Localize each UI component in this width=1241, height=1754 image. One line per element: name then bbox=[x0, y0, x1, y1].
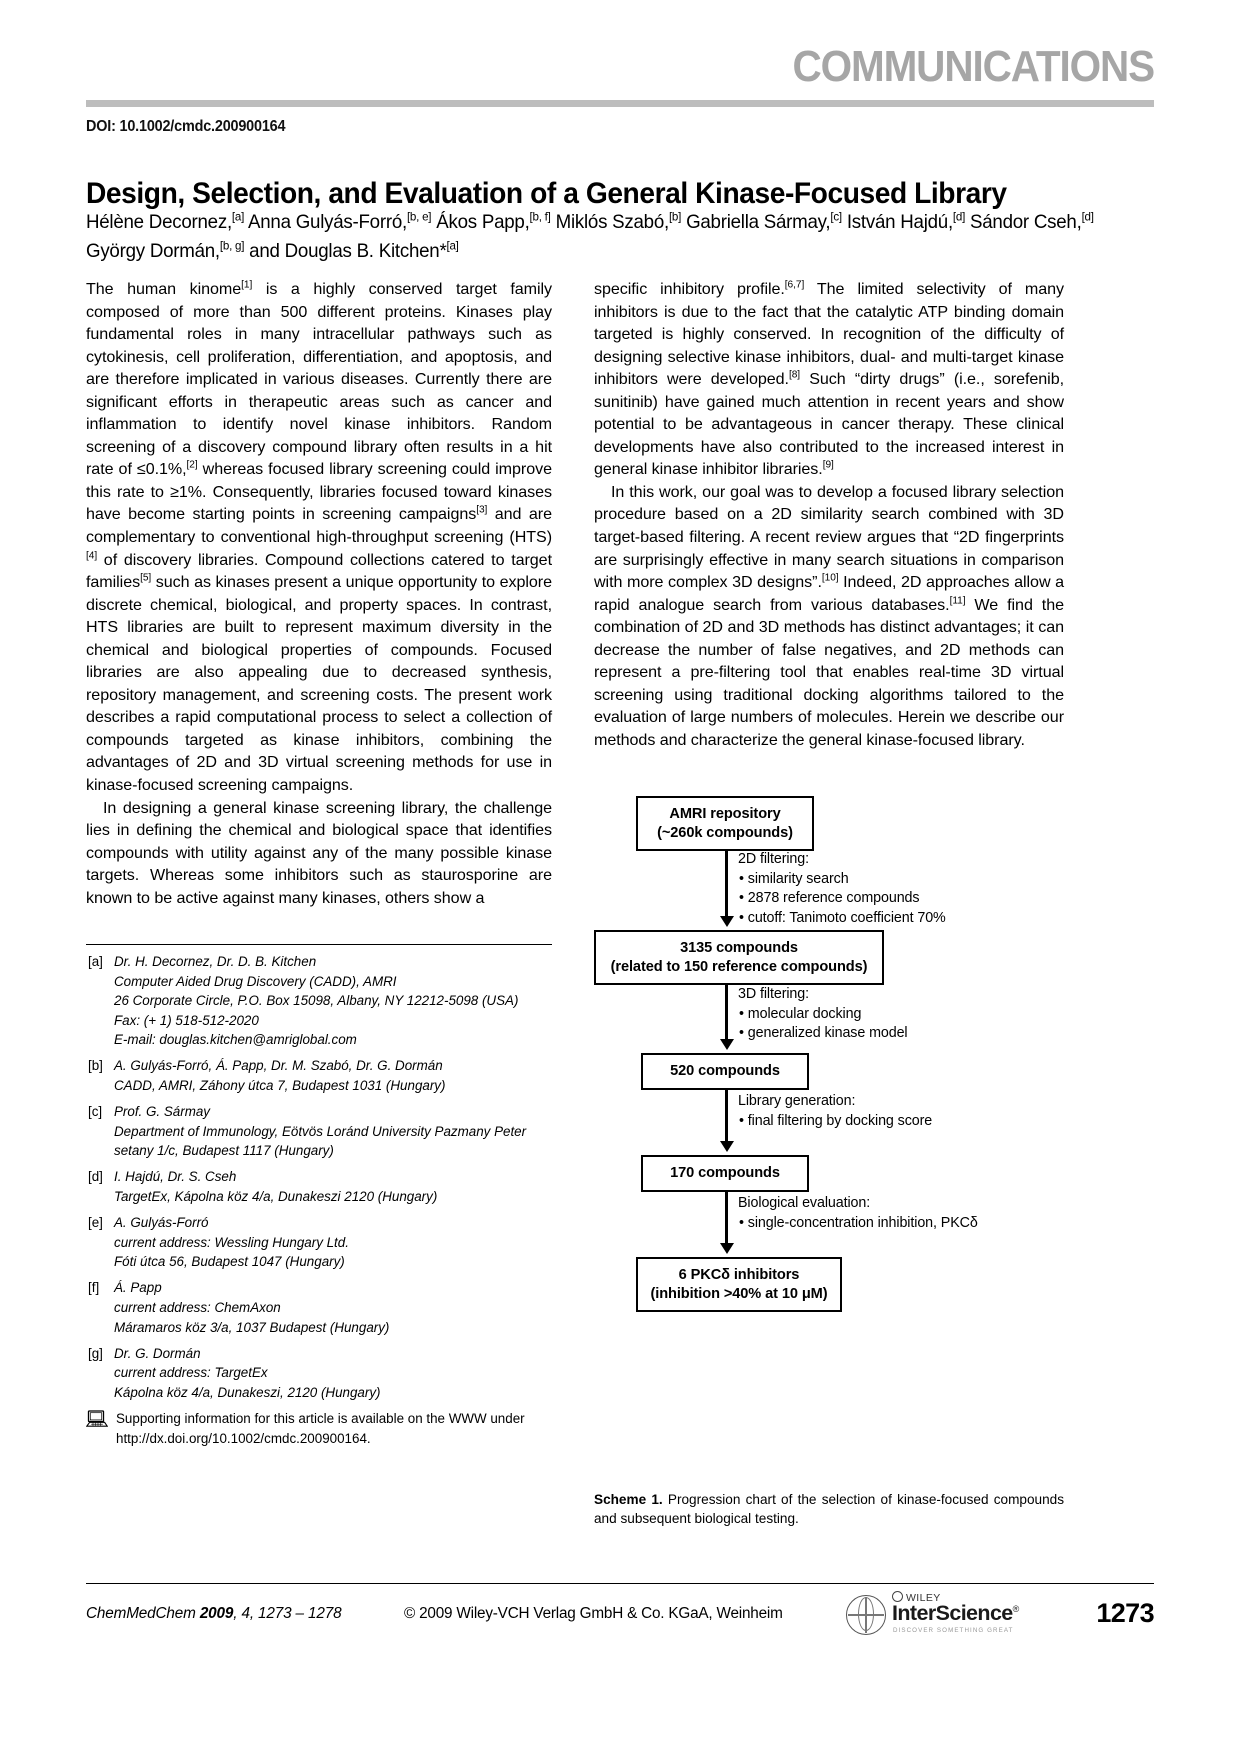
footnote-body bbox=[114, 1167, 556, 1206]
interscience-wordmark: InterScience® bbox=[892, 1601, 1019, 1625]
footnote-line: I. Hajdú, Dr. S. Cseh bbox=[114, 1169, 237, 1185]
interscience-logo[interactable] bbox=[846, 1589, 1036, 1641]
masthead-divider bbox=[86, 100, 1154, 107]
footer-journal-name: ChemMedChem bbox=[86, 1605, 196, 1622]
arrow-bullet: • cutoff: Tanimoto coefficient 70% bbox=[739, 909, 946, 926]
footnote-line: setany 1/c, Budapest 1117 (Hungary) bbox=[114, 1143, 334, 1159]
footnote-body bbox=[114, 1213, 556, 1272]
paragraph: The human kinome[1] is a highly conserved target family composed of more than 500 different proteins. Kinases play fundamental roles in many intracellular pathways such as cytokinesis, cell proliferation, differentiation, and apoptosis, and are therefore implicated in various diseases. Currently there are significant efforts in therapeutic areas such as cancer and inflammation to identify novel kinase inhibitors. Random screening of a discovery compound library often results in a hit rate of ≤0.1%,[2] whereas focused library screening could improve this rate to ≥1%. Consequently, libraries focused toward kinases have become starting points in screening campaigns[3] and are complementary to conventional high-throughput screening (HTS)[4] of discovery libraries. Compound collections catered to target families[5] such as kinases present a unique opportunity to explore discrete chemical, biological, and property spaces. In contrast, HTS libraries are built to represent maximum diversity in the chemical and biological properties of compounds. Focused libraries are also appealing due to decreased synthesis, repository management, and screening costs. The present work describes a rapid computational process to select a collection of compounds targeted as kinase inhibitors, combining the advantages of 2D and 3D virtual screening methods for use in kinase-focused screening campaigns. bbox=[86, 279, 552, 795]
footnote-line: E-mail: douglas.kitchen@amriglobal.com bbox=[114, 1032, 357, 1048]
footnote-marker: [c] bbox=[88, 1104, 103, 1120]
footnote-marker: [d] bbox=[88, 1169, 103, 1185]
arrow-heading: 3D filtering: bbox=[738, 986, 810, 1002]
footnote-body bbox=[114, 952, 556, 1050]
footnote-line: current address: TargetEx bbox=[114, 1365, 268, 1381]
supporting-info-url[interactable]: http://dx.doi.org/10.1002/cmdc.200900164. bbox=[116, 1431, 371, 1447]
footnote-body bbox=[114, 1344, 556, 1403]
footnote-line: Computer Aided Drug Discovery (CADD), AMRI bbox=[114, 973, 397, 989]
flow-box-line-1: 170 compounds bbox=[670, 1165, 780, 1181]
flow-box-line-1: 3135 compounds bbox=[680, 939, 798, 956]
flow-arrow-label-3d-filtering bbox=[738, 985, 908, 1044]
flow-box-line-1: AMRI repository bbox=[669, 805, 781, 822]
flow-box-amri-repository bbox=[636, 796, 814, 851]
scheme-1-flowchart bbox=[594, 796, 1064, 1356]
footnote-marker: [a] bbox=[88, 954, 103, 969]
footnote-line: Department of Immunology, Eötvös Loránd University Pazmany Peter bbox=[114, 1123, 527, 1139]
arrow-bullet: • final filtering by docking score bbox=[739, 1112, 933, 1129]
arrow-bullet: • molecular docking bbox=[739, 1005, 862, 1022]
footnote-line: TargetEx, Kápolna köz 4/a, Dunakeszi 2120 (Hungary) bbox=[114, 1189, 438, 1205]
paragraph: specific inhibitory profile.[6,7] The limited selectivity of many inhibitors is due to the fact that the catalytic ATP binding domain targeted is highly conserved. In recognition of the difficulty of designing selective kinase inhibitors, dual- and multi-target kinase inhibitors were developed.[8] Such “dirty drugs” (i.e., sorefenib, sunitinib) have gained much attention in recent years and show potential to be advantageous in cancer therapy. These clinical developments have also contributed to the increased interest in general kinase inhibitor libraries.[9] bbox=[594, 279, 1065, 479]
masthead bbox=[86, 44, 1154, 106]
journal-section-title: COMMUNICATIONS bbox=[792, 42, 1154, 91]
footnote-line: Fax: (+ 1) 518-512-2020 bbox=[114, 1012, 259, 1028]
arrow-bullet: • 2878 reference compounds bbox=[739, 890, 920, 906]
footer-journal-pages: , 4, 1273 – 1278 bbox=[233, 1605, 342, 1622]
arrow-heading: Biological evaluation: bbox=[738, 1195, 871, 1211]
footer-journal-year: 2009 bbox=[199, 1605, 234, 1622]
footnote-line: A. Gulyás-Forró, Á. Papp, Dr. M. Szabó, Dr. G. Dormán bbox=[114, 1058, 443, 1074]
page-number: 1273 bbox=[1096, 1598, 1154, 1628]
flow-arrow-label-biological-evaluation bbox=[738, 1194, 978, 1233]
flow-box-line-1: 6 PKCδ inhibitors bbox=[678, 1266, 800, 1283]
flow-box-pkc-inhibitors bbox=[636, 1257, 842, 1312]
footnote-entry bbox=[86, 1056, 556, 1095]
footnote-marker: [f] bbox=[88, 1280, 100, 1296]
supporting-info-line-1: Supporting information for this article is available on the WWW under bbox=[116, 1411, 525, 1427]
footnote-body bbox=[114, 1102, 556, 1161]
flow-box-170-compounds bbox=[641, 1155, 809, 1192]
scheme-caption-text: Progression chart of the selection of kinase-focused compounds and subsequent biological testing. bbox=[594, 1492, 1064, 1527]
footnote-entry bbox=[86, 1167, 556, 1206]
arrow-heading: Library generation: bbox=[738, 1093, 856, 1109]
flow-box-3135-compounds bbox=[594, 930, 884, 985]
footnote-marker: [b] bbox=[88, 1058, 103, 1074]
footnote-body bbox=[114, 1278, 556, 1337]
footnote-line: Prof. G. Sármay bbox=[114, 1104, 210, 1120]
flow-box-520-compounds bbox=[641, 1053, 809, 1090]
footnote-line: current address: ChemAxon bbox=[114, 1300, 281, 1315]
footnote-entry bbox=[86, 1278, 556, 1337]
affiliation-footnotes bbox=[86, 952, 556, 1449]
interscience-tagline: DISCOVER SOMETHING GREAT bbox=[893, 1627, 1014, 1634]
footnote-divider bbox=[86, 944, 552, 945]
flow-box-line-2: (inhibition >40% at 10 μM) bbox=[650, 1285, 828, 1302]
footnote-entry bbox=[86, 1102, 556, 1161]
footnote-marker: [g] bbox=[88, 1345, 103, 1361]
author-list: Hélène Decornez,[a] Anna Gulyás-Forró,[b, e] Ákos Papp,[b, f] Miklós Szabó,[b] Gabriella Sármay,[c] István Hajdú,[d] Sándor Cseh,[d] György Dormán,[b, g] and Douglas B. Kitchen*[a] bbox=[86, 209, 1094, 262]
supporting-information bbox=[86, 1409, 556, 1448]
page-footer bbox=[86, 1592, 1154, 1655]
footnote-line: 26 Corporate Circle, P.O. Box 15098, Albany, NY 12212-5098 (USA) bbox=[114, 993, 519, 1009]
arrow-bullet: • generalized kinase model bbox=[739, 1025, 908, 1041]
footnote-line: Kápolna köz 4/a, Dunakeszi, 2120 (Hungary) bbox=[114, 1384, 381, 1400]
flow-arrow-label-2d-filtering bbox=[738, 850, 946, 928]
footnote-line: Dr. H. Decornez, Dr. D. B. Kitchen bbox=[114, 954, 317, 969]
flow-box-line-2: (~260k compounds) bbox=[657, 824, 793, 841]
supporting-information-text bbox=[116, 1409, 556, 1448]
flow-arrow-label-library-generation bbox=[738, 1092, 932, 1131]
paragraph: In designing a general kinase screening library, the challenge lies in defining the chemical and biological space that identifies compounds with utility against any of the many possible kinase targets. Whereas some inhibitors such as staurosporine are known to be active against many kinases, others show a bbox=[86, 798, 552, 907]
footnote-entry bbox=[86, 1344, 556, 1403]
globe-icon bbox=[846, 1595, 886, 1635]
computer-icon bbox=[86, 1409, 116, 1434]
footnote-line: Máramaros köz 3/a, 1037 Budapest (Hungary) bbox=[114, 1319, 390, 1335]
footnote-line: Fóti útca 56, Budapest 1047 (Hungary) bbox=[114, 1254, 345, 1270]
doi-line: DOI: 10.1002/cmdc.200900164 bbox=[86, 118, 286, 135]
body-column-right bbox=[594, 278, 1064, 751]
paragraph: In this work, our goal was to develop a focused library selection procedure based on a 2D similarity search combined with 3D target-based filtering. A recent review argues that “2D fingerprints are surprisingly effective in many search situations in comparison with more complex 3D designs”.[10] Indeed, 2D approaches allow a rapid analogue search from various databases.[11] We find the combination of 2D and 3D methods has distinct advantages; it can decrease the number of false negatives, and 2D methods can represent a pre-filtering tool that enables real-time 3D virtual screening using traditional docking algorithms tailored to the evaluation of large numbers of molecules. Herein we describe our methods and characterize the general kinase-focused library. bbox=[594, 482, 1064, 749]
footnote-body bbox=[114, 1056, 556, 1095]
page-title: Design, Selection, and Evaluation of a General Kinase-Focused Library bbox=[86, 176, 1007, 210]
footnote-line: CADD, AMRI, Záhony útca 7, Budapest 1031 (Hungary) bbox=[114, 1078, 446, 1094]
wiley-brand-text: WILEY bbox=[892, 1591, 941, 1604]
footnote-entry bbox=[86, 1213, 556, 1272]
footnote-list bbox=[86, 952, 556, 1402]
footnote-entry bbox=[86, 952, 556, 1050]
body-column-left bbox=[86, 278, 552, 909]
footer-copyright: © 2009 Wiley-VCH Verlag GmbH & Co. KGaA, Weinheim bbox=[404, 1605, 783, 1622]
flow-box-line-1: 520 compounds bbox=[670, 1063, 780, 1079]
footer-citation bbox=[86, 1605, 341, 1623]
footnote-line: Á. Papp bbox=[114, 1280, 162, 1296]
footer-divider bbox=[86, 1583, 1154, 1584]
arrow-bullet: • similarity search bbox=[739, 870, 849, 887]
scheme-caption bbox=[594, 1490, 1064, 1529]
footnote-line: Dr. G. Dormán bbox=[114, 1345, 201, 1361]
arrow-bullet: • single-concentration inhibition, PKCδ bbox=[739, 1214, 978, 1231]
arrow-heading: 2D filtering: bbox=[738, 851, 810, 867]
footnote-line: A. Gulyás-Forró bbox=[114, 1215, 209, 1231]
scheme-caption-label: Scheme 1. bbox=[594, 1492, 663, 1507]
footnote-marker: [e] bbox=[88, 1215, 103, 1231]
flow-box-line-2: (related to 150 reference compounds) bbox=[610, 958, 868, 975]
footnote-line: current address: Wessling Hungary Ltd. bbox=[114, 1234, 349, 1250]
